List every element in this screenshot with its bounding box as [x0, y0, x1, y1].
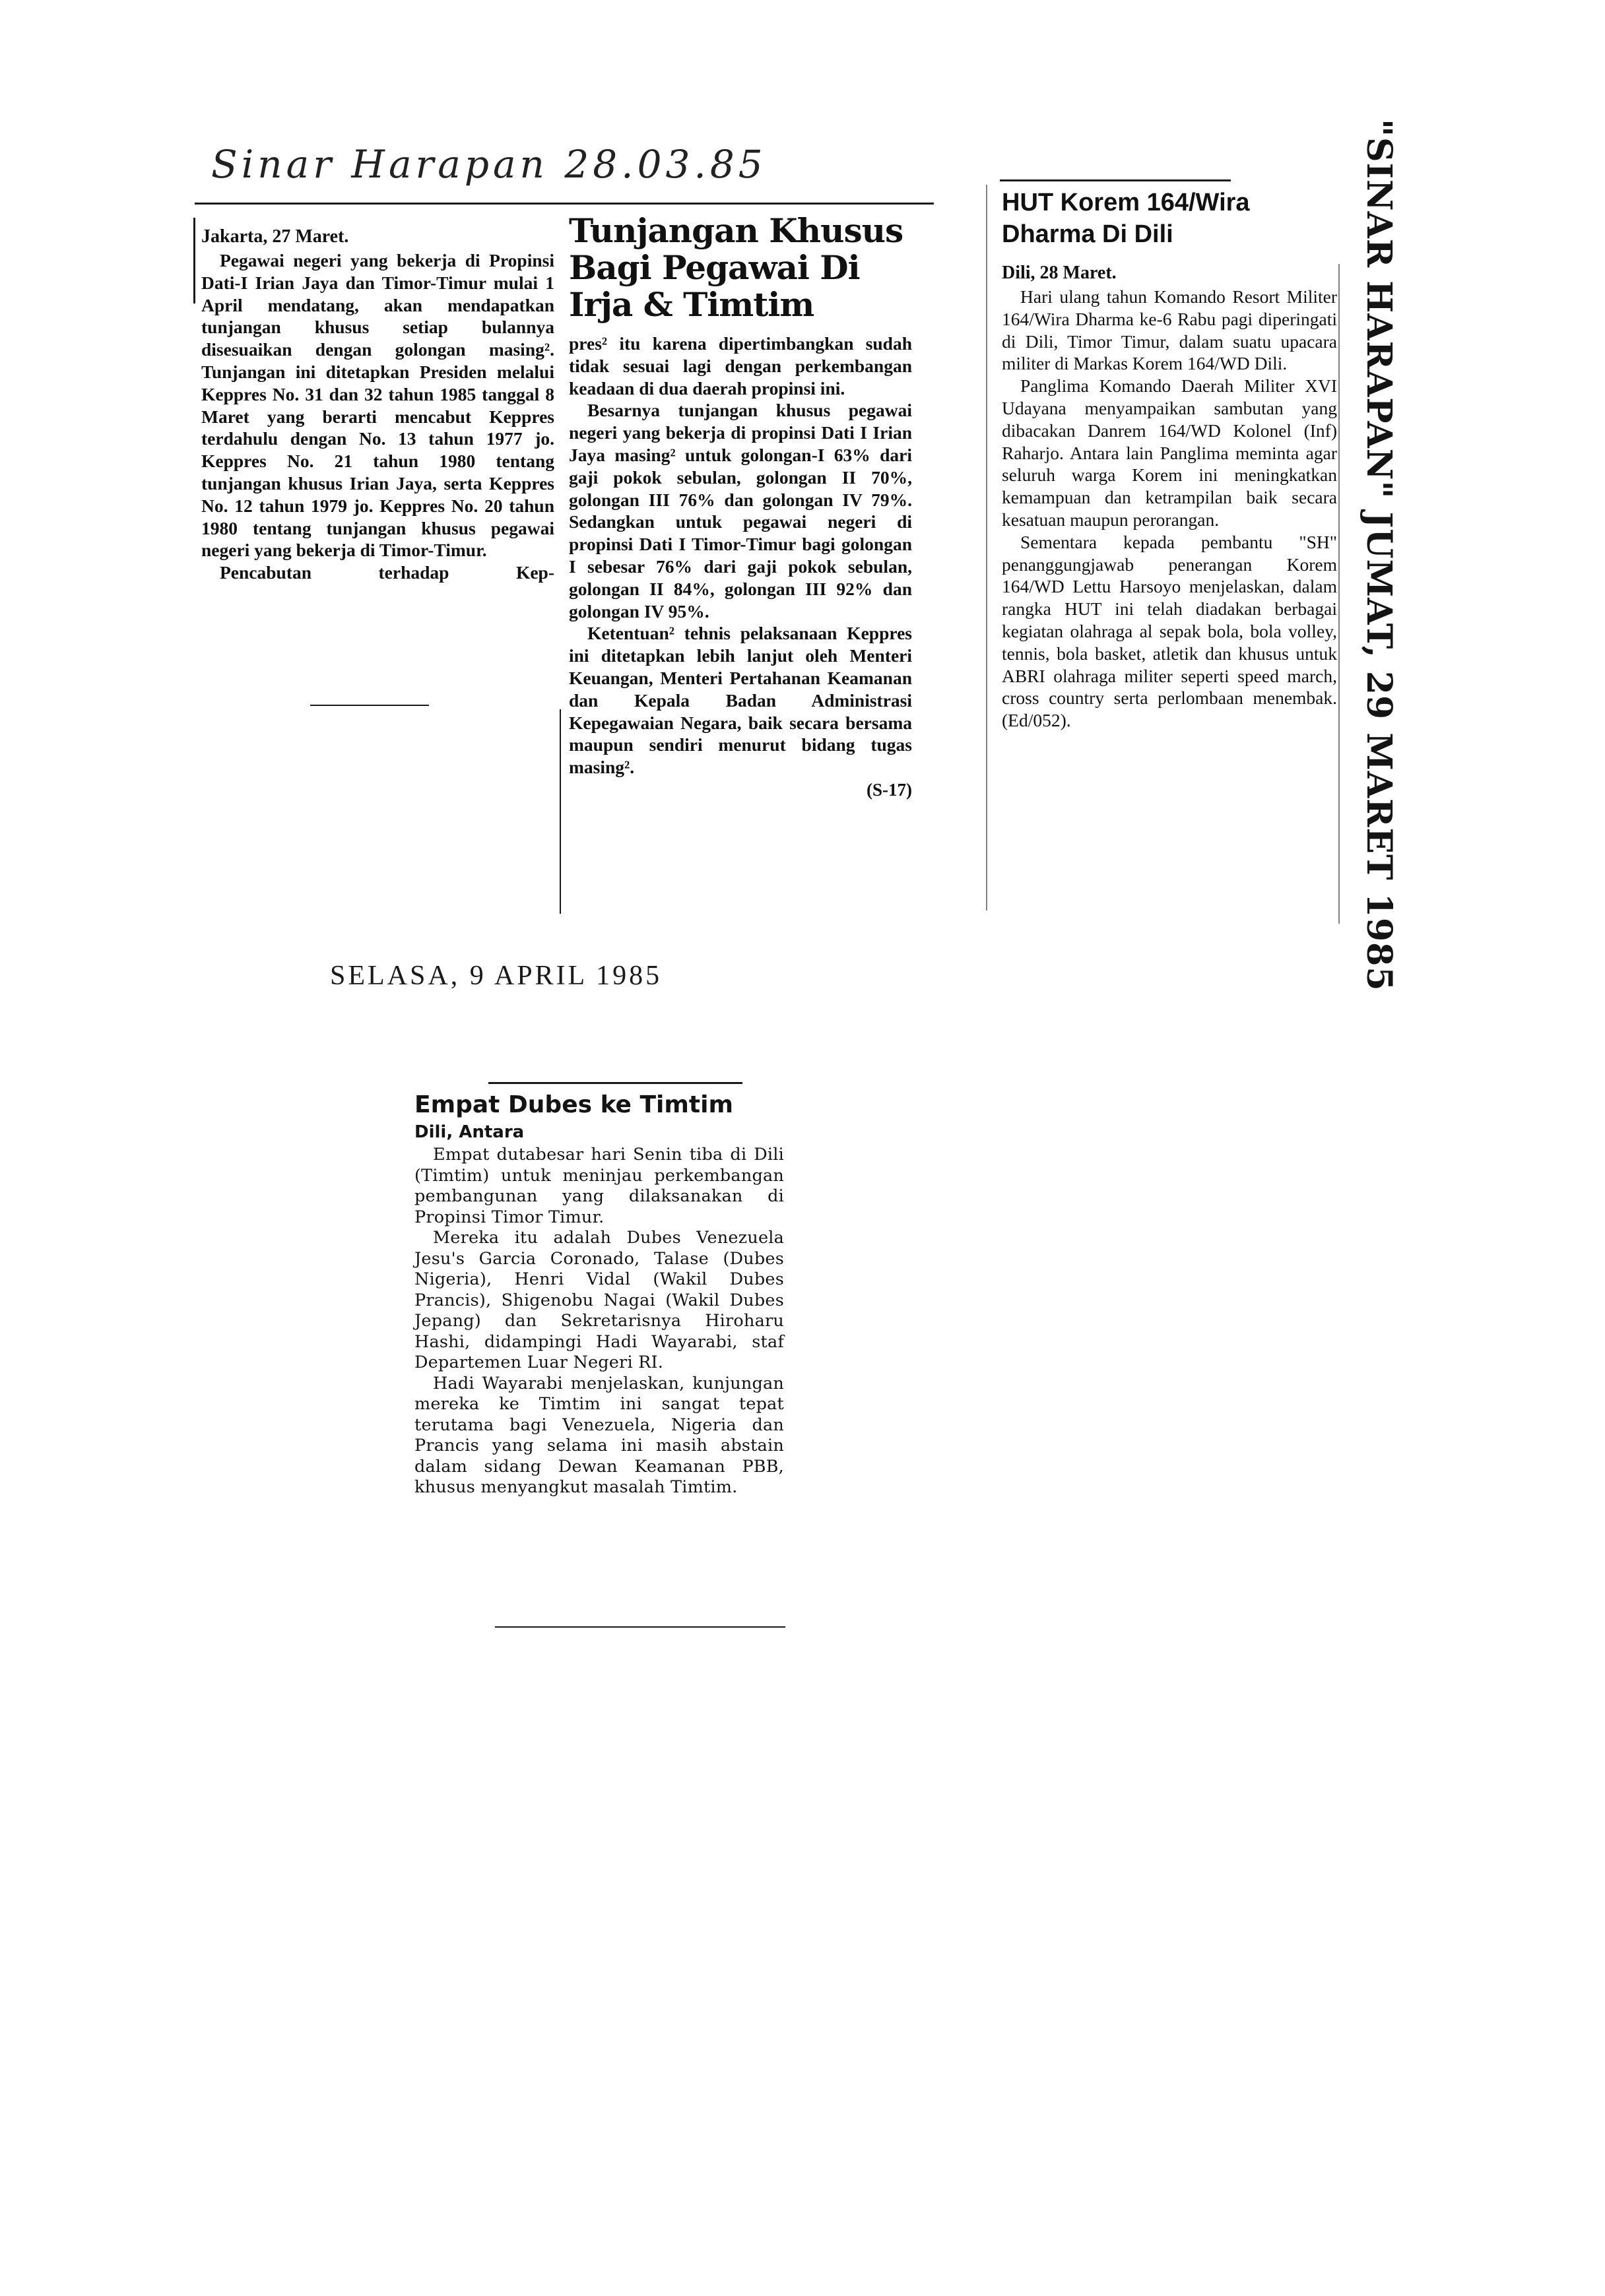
clipping-date-stamp: SELASA, 9 APRIL 1985	[330, 961, 663, 991]
article3-bottom-rule	[495, 1626, 785, 1628]
article1-paragraph: Pencabutan terhadap Kep-	[220, 562, 554, 583]
article2-right-rule	[1338, 264, 1340, 924]
article2-headline-line: Dharma Di Dili	[1002, 220, 1173, 248]
article1-col1-end-rule	[310, 705, 429, 706]
article1-paragraph: pres² itu karena dipertimbangkan sudah tidak sesuai lagi dengan perkembangan keadaan di dua daerah propinsi ini.	[569, 333, 912, 399]
article2-paragraph: Hari ulang tahun Komando Resort Militer 164/Wira Dharma ke-6 Rabu pagi diperingati di Dili, Timor Timur, dalam suatu upacara militer di Markas Korem 164/WD Dili.	[1002, 286, 1337, 374]
article1-dateline: Jakarta, 27 Maret.	[201, 226, 349, 247]
article1-paragraph: Pegawai negeri yang bekerja di Propinsi Dati-I Irian Jaya dan Timor-Timur mulai 1 April mendatang, akan mendapatkan tunjangan khusus setiap bulannya disesuaikan dengan golongan masing². Tunjangan ini ditetapkan Presiden melalui Keppres No. 31 dan 32 tahun 1985 tanggal 8 Maret yang berarti mencabut Keppres terdahulu dengan No. 13 tahun 1977 jo. Keppres No. 21 tahun 1980 tentang tunjangan khusus Irian Jaya, serta Keppres No. 12 tahun 1979 jo. Keppres No. 20 tahun 1980 tentang tunjangan khusus pegawai negeri yang bekerja di Timor-Timur.	[201, 250, 554, 561]
article2-top-rule	[1000, 179, 1231, 181]
article1-column2	[569, 212, 912, 801]
article3-paragraph: Empat dutabesar hari Senin tiba di Dili (Timtim) untuk meninjau perkembangan pembangunan yang dilaksanakan di Propinsi Timor Timur.	[414, 1145, 784, 1227]
article3-paragraph: Mereka itu adalah Dubes Venezuela Jesu's Garcia Coronado, Talase (Dubes Nigeria), Henri Vidal (Wakil Dubes Prancis), Shigenobu Nagai (Wakil Dubes Jepang) dan Sekretarisnya Hiroharu Hashi, didampingi Hadi Wayarabi, staf Departemen Luar Negeri RI.	[414, 1228, 784, 1372]
article1-headline	[569, 212, 912, 323]
article1-column-divider	[560, 709, 561, 914]
top-rule	[195, 203, 934, 205]
article1-headline-line: Tunjangan Khusus	[569, 211, 903, 250]
article1-credit: (S-17)	[867, 779, 912, 800]
article1-paragraph: Ketentuan² tehnis pelaksanaan Keppres ini ditetapkan lebih lanjut oleh Menteri Keuangan, Menteri Pertahanan Keamanan dan Kepala Badan Administrasi Kepegawaian Negara, baik secara bersama maupun sendiri menurut bidang tugas masing².	[569, 623, 912, 778]
article3-paragraph: Hadi Wayarabi menjelaskan, kunjungan mereka ke Timtim ini sangat tepat terutama bagi Venezuela, Nigeria dan Prancis yang selama ini masih abstain dalam sidang Dewan Keamanan PBB, khusus menyangkut masalah Timtim.	[414, 1373, 784, 1497]
article1-headline-line: Irja & Timtim	[569, 285, 814, 324]
article1-paragraph: Besarnya tunjangan khusus pegawai negeri yang bekerja di propinsi Dati I Irian Jaya masing² untuk golongan-I 63% dari gaji pokok sebulan, golongan II 70%, golongan III 76% dan golongan IV 79%. Sedangkan untuk pegawai negeri di propinsi Dati I Timor-Timur bagi golongan I sebesar 76% dari gaji pokok sebulan, golongan II 84%, golongan III 92% dan golongan IV 95%.	[569, 400, 912, 622]
article2-left-rule	[986, 185, 987, 910]
article1-headline-line: Bagi Pegawai Di	[569, 248, 860, 287]
article2-paragraph: Sementara kepada pembantu "SH" penanggungjawab penerangan Korem 164/WD Lettu Harsoyo menjelaskan, dalam rangka HUT ini telah diadakan berbagai kegiatan olahraga al sepak bola, bola volley, tennis, bola basket, atletik dan khusus untuk ABRI olahraga militer seperti speed march, cross country serta perlombaan menembak. (Ed/052).	[1002, 531, 1337, 731]
article2-column	[1002, 187, 1337, 732]
article3-headline: Empat Dubes ke Timtim	[414, 1091, 733, 1118]
article2-headline-line: HUT Korem 164/Wira	[1002, 189, 1250, 216]
vertical-source-label: "SINAR HARAPAN" JUMAT, 29 MARET 1985	[1359, 119, 1399, 992]
article2-headline	[1002, 187, 1337, 250]
article2-paragraph: Panglima Komando Daerah Militer XVI Udayana menyampaikan sambutan yang dibacakan Danrem 164/WD Kolonel (Inf) Raharjo. Antara lain Panglima meminta agar seluruh warga Korem ini meningkatkan kemampuan dan ketrampilan baik secara kesatuan maupun perorangan.	[1002, 375, 1337, 530]
handwritten-source-note: Sinar Harapan 28.03.85	[211, 142, 767, 187]
article3-column	[414, 1072, 784, 1498]
left-margin-rule	[193, 218, 195, 303]
article3-dateline: Dili, Antara	[414, 1122, 525, 1142]
article1-column1	[201, 224, 554, 584]
article2-dateline: Dili, 28 Maret.	[1002, 263, 1117, 283]
